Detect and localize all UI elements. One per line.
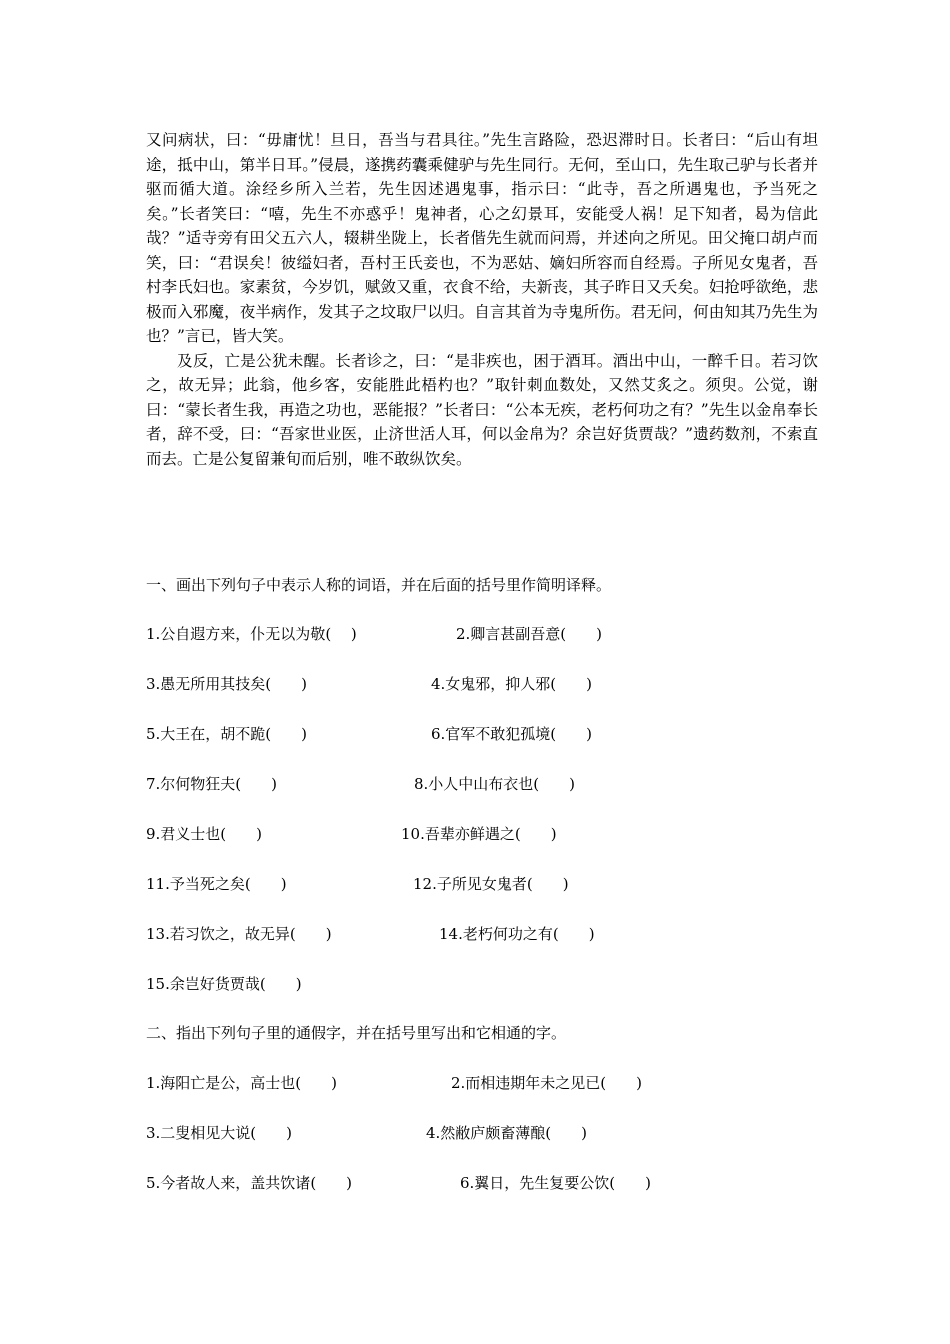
question-item: 2.而相违期年未之见已( ) (451, 1074, 643, 1092)
question-item: 10.吾辈亦鲜遇之( ) (401, 825, 557, 843)
question-item: 5.今者故人来，盖共饮诸( ) (146, 1174, 353, 1192)
question-item: 5.大王在，胡不跪( ) (146, 725, 308, 743)
section-1-title: 一、画出下列句子中表示人称的词语，并在后面的括号里作简明译释。 (146, 576, 612, 594)
section-2-title: 二、指出下列句子里的通假字，并在括号里写出和它相通的字。 (146, 1024, 567, 1042)
question-item: 11.予当死之矣( ) (146, 875, 287, 893)
question-item: 7.尔何物狂夫( ) (146, 775, 278, 793)
question-item: 4.女鬼邪，抑人邪( ) (431, 675, 593, 693)
question-item: 4.然敝庐颇畜薄酿( ) (426, 1124, 588, 1142)
question-item: 9.君义士也( ) (146, 825, 263, 843)
question-item: 13.若习饮之，故无异( ) (146, 925, 332, 943)
question-item: 8.小人中山布衣也( ) (414, 775, 576, 793)
passage-paragraph-1: 又问病状，曰：“毋庸忧！旦日，吾当与君具往。”先生言路险，恐迟滞时日。长者曰：“后山有坦途，抵中山，第半日耳。”侵晨，遂携药囊乘健驴与先生同行。无何，至山口，先生取己驴与长者并驱而循大道。涂经乡所入兰若，先生因述遇鬼事，指示曰：“此寺，吾之所遇鬼也，予当死之矣。”长者笑曰：“嘻，先生不亦惑乎！鬼神者，心之幻景耳，安能受人祸！足下知者，曷为信此哉？”适寺旁有田父五六人，辍耕坐陇上，长者偕先生就而问焉，并述向之所见。田父掩口胡卢而笑，曰：“君误矣！彼缢妇者，吾村王氏妾也，不为恶姑、嫡妇所容而自经焉。子所见女鬼者，吾村李氏妇也。家素贫，今岁饥，赋敛又重，衣食不给，夫新丧，其子昨日又夭矣。妇抢呼欲绝，悲极而入邪魔，夜半病作，发其子之坟取尸以归。自言其首为寺鬼所伤。君无问，何由知其乃先生为也？”言已，皆大笑。 (146, 131, 818, 345)
passage-paragraph-2: 及反，亡是公犹未醒。长者诊之，曰：“是非疾也，困于酒耳。酒出中山，一醉千日。若习饮之，故无异；此翁，他乡客，安能胜此梧杓也？”取针刺血数处，又然艾炙之。须臾。公觉，谢曰：“蒙长者生我，再造之功也，恶能报？”长者曰：“公本无疾，老朽何功之有？”先生以金帛奉长者，辞不受，曰：“吾家世业医，止济世活人耳，何以金帛为？余岂好货贾哉？”遗药数剂，不索直而去。亡是公复留兼旬而后别，唯不敢纵饮矣。 (146, 351, 818, 468)
passage-text (146, 128, 818, 471)
question-item: 14.老朽何功之有( ) (439, 925, 595, 943)
question-item: 3.愚无所用其技矣( ) (146, 675, 308, 693)
question-item: 2.卿言甚副吾意( ) (456, 625, 603, 643)
question-item: 6.官军不敢犯孤境( ) (431, 725, 593, 743)
question-item: 1.海阳亡是公，高士也( ) (146, 1074, 338, 1092)
question-item: 3.二叟相见大说( ) (146, 1124, 293, 1142)
question-item: 15.余岂好货贾哉( ) (146, 975, 302, 993)
question-item: 1.公自遐方来，仆无以为敬( ) (146, 625, 357, 643)
question-item: 12.子所见女鬼者( ) (413, 875, 569, 893)
question-item: 6.翼日，先生复要公饮( ) (460, 1174, 652, 1192)
